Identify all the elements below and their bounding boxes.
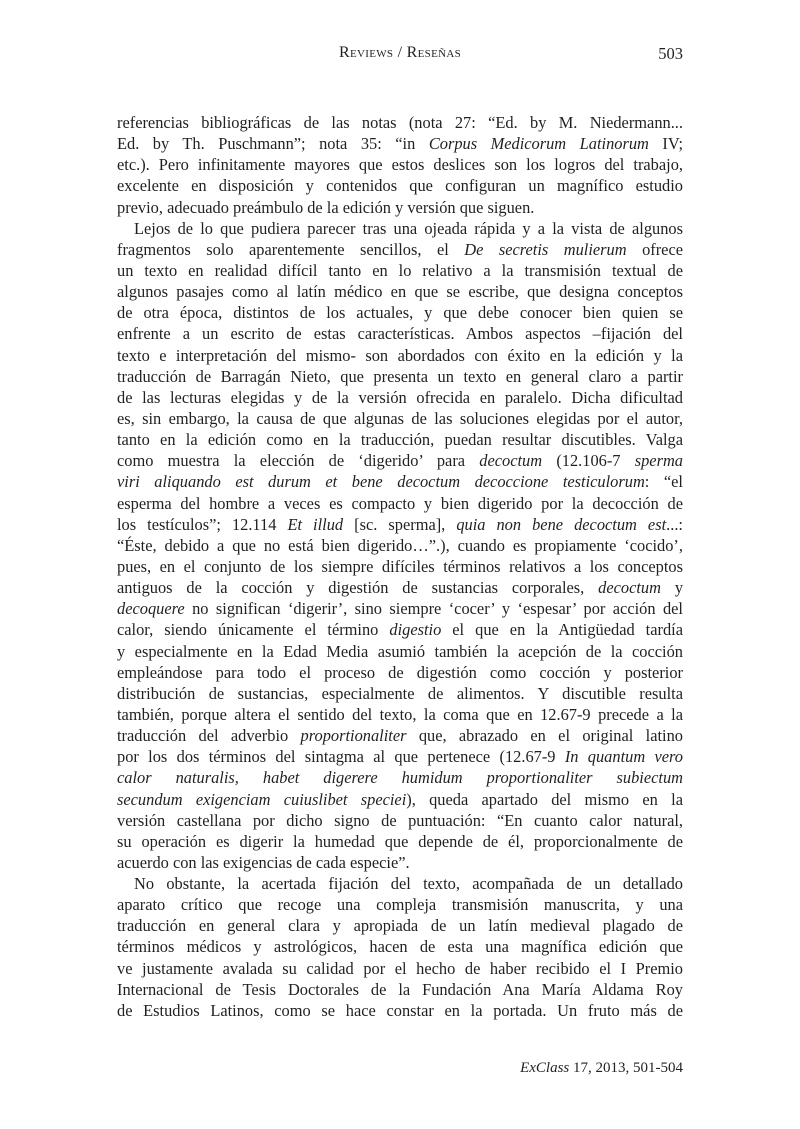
text-line [117, 408, 683, 429]
text-run: no significan ‘digerir’, sino siempre ‘cocer’ y ‘espesar’ por acción del [184, 599, 683, 619]
text-line [117, 598, 683, 619]
text-line [117, 471, 683, 492]
text-run: antiguos de la cocción y digestión de sustancias corporales, [117, 578, 599, 598]
text-run: distribución de sustancias, especialmente de alimentos. Y discutible resulta [117, 683, 683, 703]
text-line [117, 218, 683, 239]
text-run: como muestra la elección de ‘digerido’ para [117, 451, 480, 471]
italic-text: Et illud [287, 514, 344, 534]
text-run: Lejos de lo que pudiera parecer tras una ojeada rápida y a la vista de algunos [134, 218, 683, 238]
text-line [117, 831, 683, 852]
italic-text: proportionaliter [300, 726, 407, 746]
text-line [117, 387, 683, 408]
text-run: [sc. sperma], [343, 514, 457, 534]
text-run: esperma del hombre a veces es compacto y bien digerido por la decocción de [117, 493, 683, 513]
journal-name: ExClass [520, 1060, 570, 1076]
text-run: tanto en la edición como en la traducción, puedan resultar discutibles. Valga [117, 430, 683, 450]
italic-text: decoquere [117, 599, 185, 619]
text-run: “Éste, debido a que no está bien digerido…”.), cuando es propiamente ‘cocido’, [117, 535, 683, 555]
page-number: 503 [658, 44, 683, 63]
text-run: términos médicos y astrológicos, hacen de esta una magnífica edición que [117, 937, 683, 957]
text-run: etc.). Pero infinitamente mayores que estos deslices son los logros del trabajo, [117, 155, 683, 175]
text-line [117, 1000, 683, 1021]
text-run: calor, siendo únicamente el término [117, 620, 390, 640]
text-run: ofrece [626, 239, 683, 259]
footer-citation [520, 1060, 683, 1077]
text-line [117, 873, 683, 894]
text-run: por los dos términos del sintagma al que pertenece (12.67-9 [117, 747, 565, 767]
text-line [117, 239, 683, 260]
italic-text: digestio [389, 620, 442, 640]
text-run: previo, adecuado preámbulo de la edición y versión que siguen. [117, 197, 535, 217]
running-header [117, 44, 683, 68]
text-run: de otra época, distintos de los actuales, y que debe conocer bien quien se [117, 303, 683, 323]
text-run: algunos pasajes como al latín médico en que se escribe, que designa conceptos [117, 282, 683, 302]
italic-text: decoctum [479, 451, 543, 471]
text-run: traducción de Barragán Nieto, que presenta un texto en general claro a partir [117, 366, 683, 386]
italic-text: quia non bene decoctum est [456, 514, 667, 534]
text-run: ...: [666, 514, 683, 534]
text-line [117, 810, 683, 831]
text-run: referencias bibliográficas de las notas (nota 27: “Ed. by M. Niedermann... [117, 113, 683, 132]
text-line [117, 746, 683, 767]
text-line [117, 514, 683, 535]
italic-text: sperma [634, 451, 683, 471]
text-line [117, 894, 683, 915]
italic-text: decoctum [598, 578, 661, 598]
text-line [117, 175, 683, 196]
text-line [117, 429, 683, 450]
text-line [117, 958, 683, 979]
text-line [117, 493, 683, 514]
text-line [117, 302, 683, 323]
citation-details: 17, 2013, 501-504 [569, 1060, 683, 1076]
text-run: pues, en el conjunto de los siempre difíciles términos relativos a los conceptos [117, 556, 683, 576]
text-line [117, 112, 683, 133]
text-run: su operación es digerir la humedad que depende de él, proporcionalmente de [117, 831, 683, 851]
text-line [117, 704, 683, 725]
text-line [117, 915, 683, 936]
italic-text: Corpus Medicorum Latinorum [428, 134, 649, 154]
text-run: también, porque altera el sentido del texto, la coma que en 12.67-9 precede a la [117, 704, 683, 724]
text-run: es, sin embargo, la causa de que algunas de las soluciones elegidas por el autor, [117, 408, 683, 428]
text-run: (12.106-7 [542, 451, 635, 471]
text-run: de las lecturas elegidas y de la versión ofrecida en paralelo. Dicha dificultad [117, 387, 683, 407]
text-line [117, 556, 683, 577]
text-run: traducción en general clara y apropiada de un latín medieval plagado de [117, 916, 683, 936]
text-line [117, 641, 683, 662]
text-line [117, 683, 683, 704]
running-title: Reviews / Reseñas [339, 44, 461, 61]
text-run: los testículos”; 12.114 [117, 514, 288, 534]
text-line [117, 450, 683, 471]
text-run: empleándose para todo el proceso de digestión como cocción y posterior [117, 662, 683, 682]
text-run: texto e interpretación del mismo- son abordados con éxito en la edición y la [117, 345, 683, 365]
text-run: de Estudios Latinos, como se hace constar en la portada. Un fruto más de [117, 1000, 683, 1020]
body-text [117, 112, 683, 1021]
text-run: acuerdo con las exigencias de cada especie”. [117, 852, 410, 872]
text-run: fragmentos solo aparentemente sencillos, el [117, 239, 465, 259]
text-line [117, 852, 683, 873]
text-run: y especialmente en la Edad Media asumió también la acepción de la cocción [117, 641, 683, 661]
text-line [117, 662, 683, 683]
text-run: Ed. by Th. Puschmann”; nota 35: “in [117, 134, 429, 154]
text-line [117, 154, 683, 175]
text-line [117, 197, 683, 218]
text-run: : “el [644, 472, 683, 492]
text-run: el que en la Antigüedad tardía [441, 620, 683, 640]
text-line [117, 936, 683, 957]
text-run: traducción del adverbio [117, 726, 301, 746]
text-run: enfrente a un escrito de estas características. Ambos aspectos –fijación del [117, 324, 683, 344]
text-line [117, 577, 683, 598]
text-run: IV; [648, 134, 683, 154]
text-run: Internacional de Tesis Doctorales de la Fundación Ana María Aldama Roy [117, 979, 683, 999]
text-run: excelente en disposición y contenidos que configuran un magnífico estudio [117, 176, 683, 196]
text-run: No obstante, la acertada fijación del texto, acompañada de un detallado [134, 874, 683, 894]
text-line [117, 535, 683, 556]
text-line [117, 260, 683, 281]
text-line [117, 767, 683, 788]
italic-text: calor naturalis, habet digerere humidum proportionaliter subiectum [117, 768, 683, 788]
italic-text: De secretis mulierum [464, 239, 627, 259]
italic-text: viri aliquando est durum et bene decoctum decoccione testiculorum [117, 472, 645, 492]
text-line [117, 979, 683, 1000]
text-line [117, 133, 683, 154]
text-line [117, 323, 683, 344]
text-run: ), queda apartado del mismo en la [406, 789, 683, 809]
text-line [117, 619, 683, 640]
text-line [117, 366, 683, 387]
text-line [117, 345, 683, 366]
text-run: aparato crítico que recoge una compleja transmisión manuscrita, y una [117, 895, 683, 915]
italic-text: secundum exigenciam cuiuslibet speciei [117, 789, 407, 809]
text-line [117, 789, 683, 810]
text-line [117, 281, 683, 302]
text-line [117, 725, 683, 746]
text-run: y [660, 578, 683, 598]
text-run: que, abrazado en el original latino [406, 726, 683, 746]
text-run: ve justamente avalada su calidad por el hecho de haber recibido el I Premio [117, 958, 683, 978]
text-run: un texto en realidad difícil tanto en lo relativo a la transmisión textual de [117, 260, 683, 280]
text-run: versión castellana por dicho signo de puntuación: “En cuanto calor natural, [117, 810, 683, 830]
italic-text: In quantum vero [564, 747, 683, 767]
